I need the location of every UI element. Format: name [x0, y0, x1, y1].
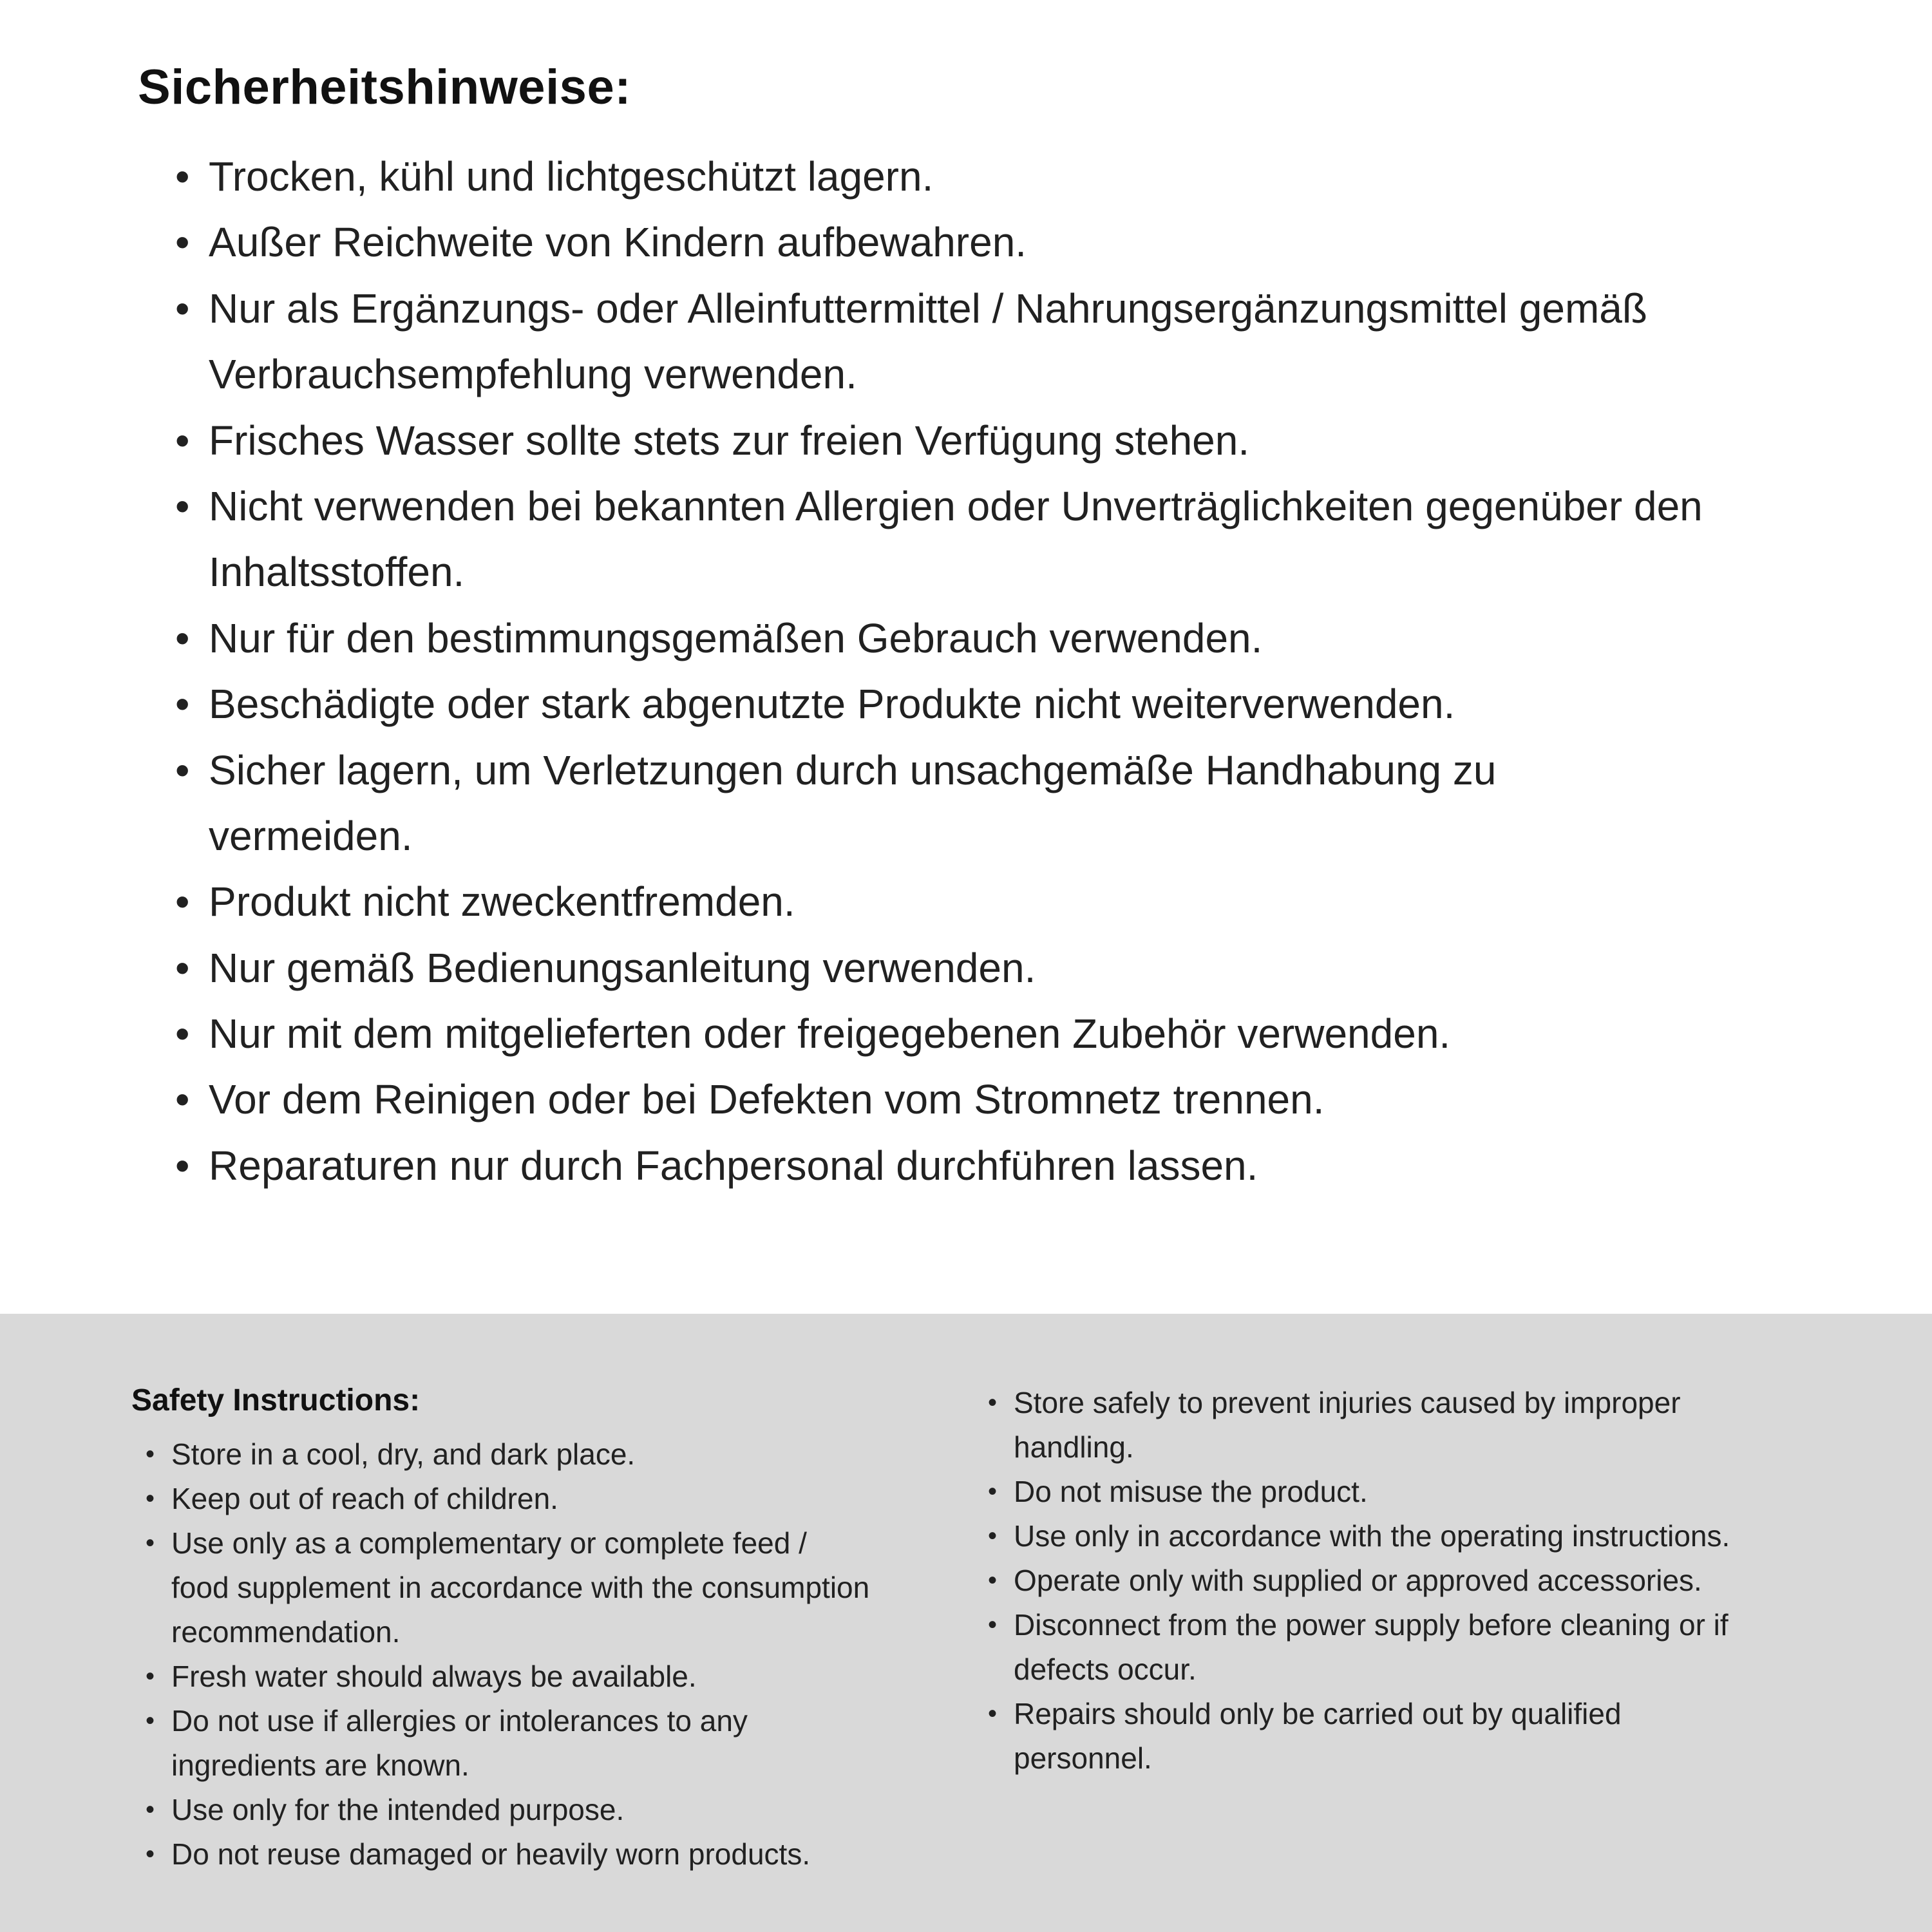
list-item: [175, 737, 1709, 869]
list-item: [175, 1133, 1709, 1198]
list-item: [175, 671, 1709, 737]
bullet-marker: •: [988, 1611, 998, 1639]
bullet-marker: •: [175, 1142, 190, 1189]
english-section-title: Safety Instructions:: [131, 1383, 421, 1417]
list-item: [988, 1381, 1748, 1470]
safety-item-text: Nur für den bestimmungsgemäßen Gebrauch verwenden.: [209, 614, 1263, 661]
safety-item-text: Keep out of reach of children.: [171, 1482, 558, 1516]
bullet-marker: •: [146, 1795, 155, 1824]
bullet-marker: •: [175, 746, 190, 793]
list-item: [988, 1470, 1748, 1514]
english-left-column: [131, 1381, 872, 1932]
bullet-marker: •: [175, 1010, 190, 1057]
bullet-marker: •: [175, 482, 190, 529]
list-item: [146, 1432, 872, 1477]
safety-item-text: Nur gemäß Bedienungsanleitung verwenden.: [209, 944, 1036, 991]
bullet-marker: •: [175, 417, 190, 464]
safety-item-text: Trocken, kühl und lichtgeschützt lagern.: [209, 153, 934, 200]
list-item: [175, 605, 1709, 671]
german-section-title: Sicherheitshinweise:: [138, 60, 632, 115]
safety-item-text: Fresh water should always be available.: [171, 1660, 697, 1694]
list-item: [175, 473, 1709, 605]
bullet-marker: •: [146, 1707, 155, 1736]
list-item: [175, 209, 1709, 275]
bullet-marker: •: [988, 1700, 998, 1728]
bullet-marker: •: [988, 1566, 998, 1595]
bullet-marker: •: [988, 1388, 998, 1417]
bullet-marker: •: [988, 1522, 998, 1550]
list-item: [146, 1788, 872, 1832]
safety-item-text: Beschädigte oder stark abgenutzte Produkte nicht weiterverwenden.: [209, 681, 1455, 728]
list-item: [988, 1558, 1748, 1603]
list-item: [988, 1603, 1748, 1692]
safety-item-text: Use only for the intended purpose.: [171, 1793, 625, 1827]
bullet-marker: •: [146, 1484, 155, 1513]
bullet-marker: •: [175, 219, 190, 266]
german-safety-list: [138, 144, 1709, 1198]
list-item: [175, 1066, 1709, 1132]
safety-item-text: Sicher lagern, um Verletzungen durch unsachgemäße Handhabung zu vermeiden.: [209, 746, 1497, 859]
safety-item-text: Disconnect from the power supply before cleaning or if defects occur.: [1014, 1608, 1728, 1686]
bullet-marker: •: [146, 1840, 155, 1869]
list-item: [175, 144, 1709, 209]
list-item: [175, 276, 1709, 408]
safety-item-text: Store in a cool, dry, and dark place.: [171, 1437, 636, 1472]
safety-item-text: Produkt nicht zweckentfremden.: [209, 878, 795, 925]
safety-item-text: Do not use if allergies or intolerances to any ingredients are known.: [171, 1704, 748, 1783]
list-item: [988, 1514, 1748, 1558]
bullet-marker: •: [146, 1440, 155, 1469]
bullet-marker: •: [988, 1477, 998, 1506]
bullet-marker: •: [175, 614, 190, 661]
safety-item-text: Do not misuse the product.: [1014, 1475, 1368, 1508]
english-safety-list-right: [988, 1381, 1748, 1781]
safety-item-text: Frisches Wasser sollte stets zur freien Verfügung stehen.: [209, 417, 1250, 464]
list-item: [146, 1654, 872, 1699]
bullet-marker: •: [175, 153, 190, 200]
list-item: [146, 1521, 872, 1654]
bullet-marker: •: [175, 681, 190, 728]
safety-item-text: Operate only with supplied or approved accessories.: [1014, 1564, 1702, 1597]
list-item: [175, 408, 1709, 473]
bullet-marker: •: [175, 1076, 190, 1123]
safety-item-text: Nicht verwenden bei bekannten Allergien oder Unverträglichkeiten gegenüber den Inhaltsstoffen.: [209, 482, 1703, 596]
safety-item-text: Vor dem Reinigen oder bei Defekten vom Stromnetz trennen.: [209, 1076, 1325, 1123]
list-item: [175, 1001, 1709, 1066]
safety-item-text: Store safely to prevent injuries caused by improper handling.: [1014, 1386, 1681, 1464]
safety-item-text: Repairs should only be carried out by qualified personnel.: [1014, 1697, 1622, 1775]
safety-item-text: Nur als Ergänzungs- oder Alleinfuttermittel / Nahrungsergänzungsmittel gemäß Verbrauchsempfehlung verwenden.: [209, 285, 1647, 398]
list-item: [146, 1699, 872, 1788]
english-safety-section: [0, 1314, 1932, 1932]
list-item: [988, 1692, 1748, 1781]
english-safety-list-left: [131, 1432, 872, 1877]
safety-item-text: Reparaturen nur durch Fachpersonal durchführen lassen.: [209, 1142, 1258, 1189]
bullet-marker: •: [175, 878, 190, 925]
list-item: [146, 1477, 872, 1521]
list-item: [175, 869, 1709, 934]
list-item: [175, 935, 1709, 1001]
safety-item-text: Do not reuse damaged or heavily worn products.: [171, 1837, 811, 1871]
english-right-column: [988, 1381, 1748, 1932]
list-item: [146, 1832, 872, 1877]
safety-item-text: Use only as a complementary or complete feed / food supplement in accordance with the consumption recommendation.: [171, 1526, 870, 1649]
bullet-marker: •: [175, 944, 190, 991]
bullet-marker: •: [146, 1529, 155, 1558]
safety-item-text: Nur mit dem mitgelieferten oder freigegebenen Zubehör verwenden.: [209, 1010, 1451, 1057]
safety-item-text: Außer Reichweite von Kindern aufbewahren.: [209, 219, 1027, 266]
bullet-marker: •: [146, 1662, 155, 1691]
bullet-marker: •: [175, 285, 190, 332]
safety-item-text: Use only in accordance with the operating instructions.: [1014, 1519, 1730, 1553]
